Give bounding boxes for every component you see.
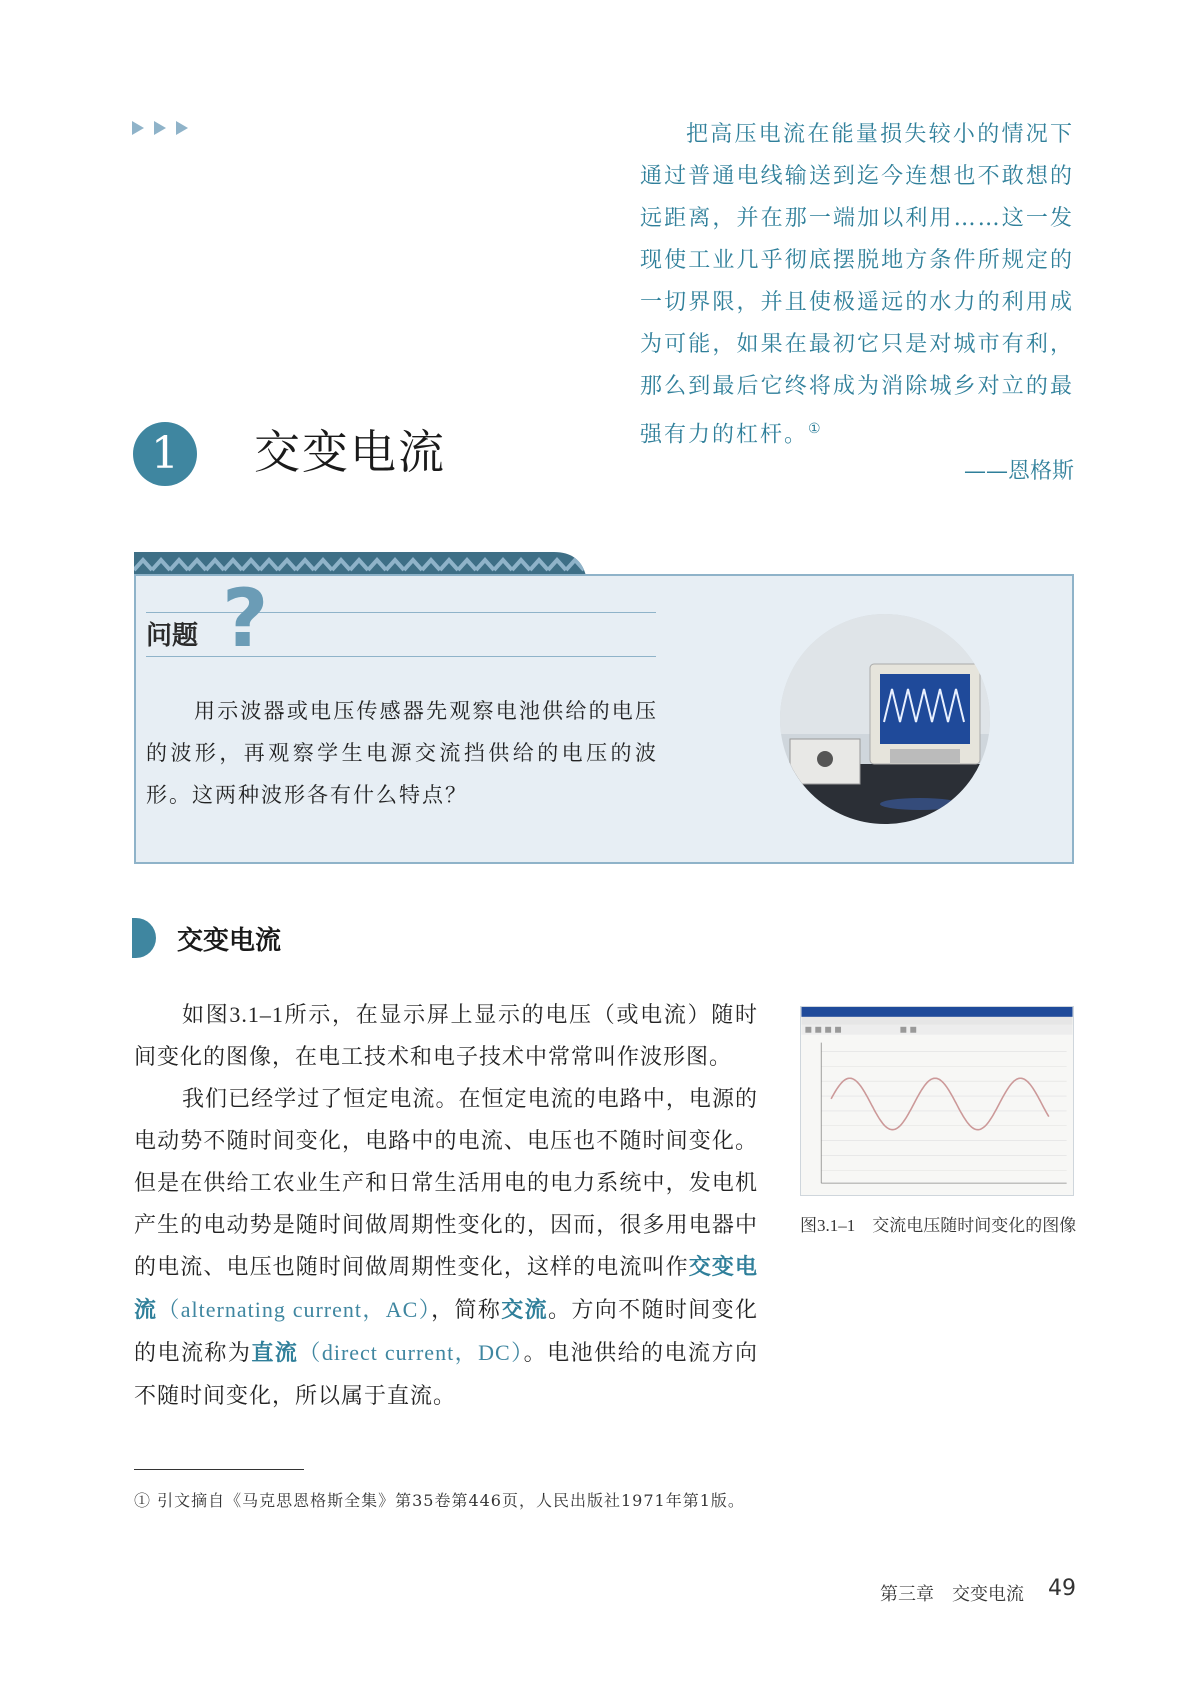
question-mark-icon: ? [222,572,269,665]
figure-caption: 图3.1–1 交流电压随时间变化的图像 [800,1216,1077,1235]
body-paragraph-1: 如图3.1–1所示，在显示屏上显示的电压（或电流）随时间变化的图像，在电工技术和电子技术中常常叫作波形图。 [134,1002,758,1069]
english-term-ac: （alternating current，AC） [157,1297,432,1322]
body-paragraph-2 [134,1078,758,1417]
subsection-marker-icon [132,918,156,958]
triple-arrow-icon [132,118,202,138]
body-text-span: 。电池供给的电流方向不随时间变化，所以属于直流。 [134,1340,758,1408]
oscilloscope-photo [780,614,990,824]
chapter-footer: 第三章 交变电流 [880,1584,1024,1605]
body-text [134,994,758,1417]
epigraph-quote [640,114,1074,456]
quote-author: ——恩格斯 [963,459,1074,484]
subsection-title: 交变电流 [177,926,282,956]
section-title: 交变电流 [254,427,446,478]
waveform-screenshot [800,1006,1074,1196]
question-paragraph: 用示波器或电压传感器先观察电池供给的电压的波形，再观察学生电源交流挡供给的电压的波形。这两种波形各有什么特点？ [146,699,658,807]
quote-text: 把高压电流在能量损失较小的情况下通过普通电线输送到迄今连想也不敢想的远距离，并在那一端加以利用……这一发现使工业几乎彻底摆脱地方条件所规定的一切界限，并且使极遥远的水力的利用成为可能，如果在最初它只是对城市有利，那么到最后它终将成为消除城乡对立的最强有力的杠杆。 [640,122,1074,448]
english-term-dc: （direct current，DC） [298,1340,524,1365]
question-text [146,690,658,816]
term-ac-short: 交流 [501,1298,548,1323]
term-direct-current: 直流 [251,1341,299,1366]
page-number: 49 [1048,1576,1076,1601]
quote-footnote-ref[interactable]: ① [808,421,823,437]
body-text-span: 我们已经学过了恒定电流。在恒定电流的电路中，电源的电动势不随时间变化，电路中的电流、电压也不随时间变化。但是在供给工农业生产和日常生活用电的电力系统中，发电机产生的电动势是随时间做周期性变化的，因而，很多用电器中的电流、电压也随时间做周期性变化，这样的电流叫作 [134,1086,758,1279]
term-alternating-current: 交变电流 [134,1255,758,1323]
section-number-badge: 1 [133,422,197,486]
question-box-tab [134,552,586,576]
question-label: 问题 [146,621,199,651]
body-text-span: 。方向不随时间变化的电流称为 [134,1297,758,1365]
footnote-rule [134,1469,304,1470]
footnote: ① 引文摘自《马克思恩格斯全集》第35卷第446页，人民出版社1971年第1版。 [134,1491,745,1510]
body-text-span: ，简称 [431,1297,502,1322]
